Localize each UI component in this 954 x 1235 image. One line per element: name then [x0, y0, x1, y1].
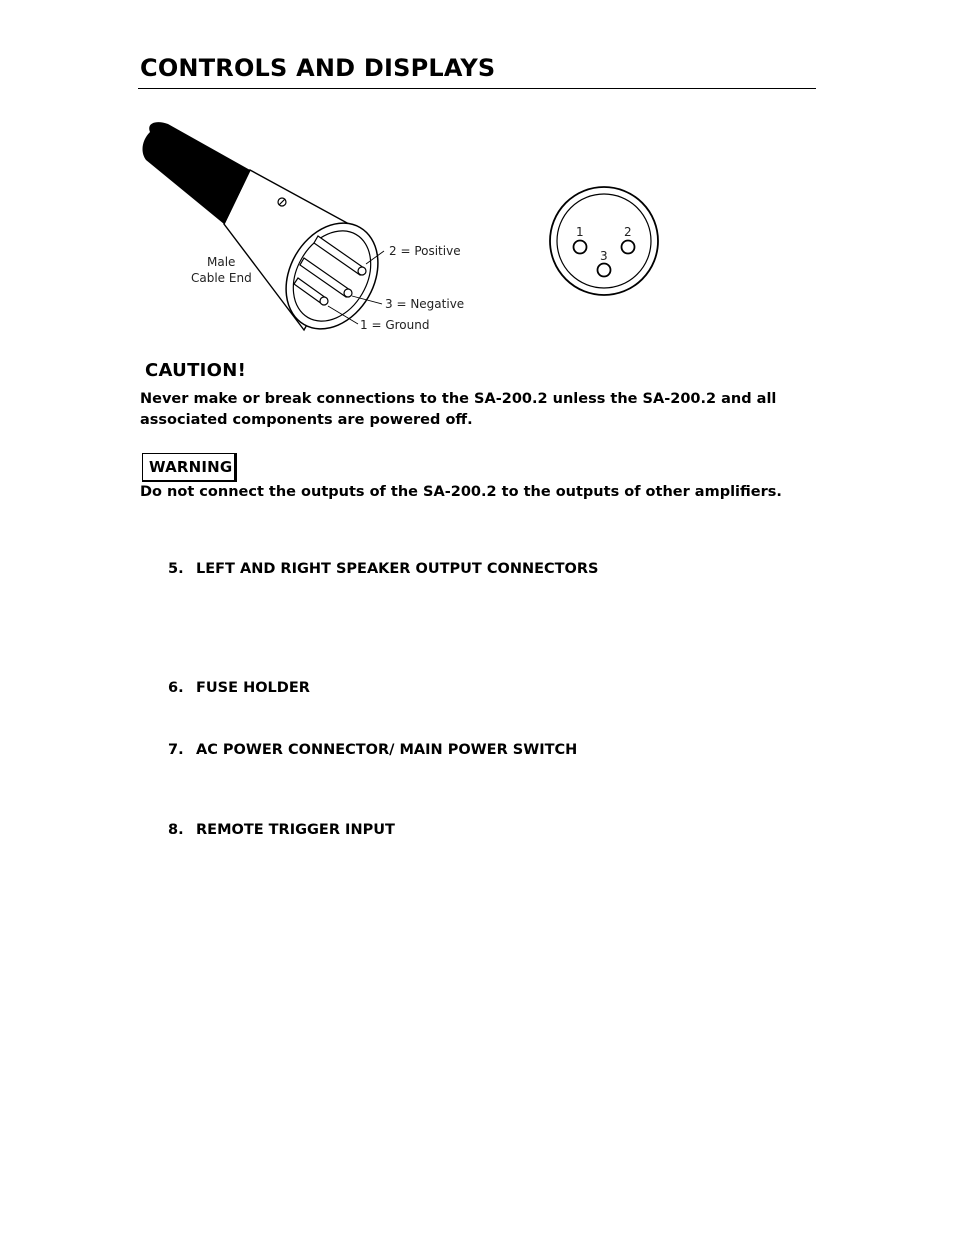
pin1-label: 1 = Ground: [360, 318, 430, 332]
page-title: CONTROLS AND DISPLAYS: [140, 54, 496, 82]
section-heading: [168, 561, 598, 577]
face-pin2-number: 2: [624, 225, 632, 239]
warning-text: Do not connect the outputs of the SA-200.2 to the outputs of other amplifiers.: [140, 484, 782, 500]
pin2-hole: [622, 241, 635, 254]
section-title: LEFT AND RIGHT SPEAKER OUTPUT CONNECTORS: [196, 561, 599, 577]
section-number: 6.: [168, 680, 184, 696]
caution-text: Never make or break connections to the SA-200.2 unless the SA-200.2 and all associated components are powered off.: [140, 391, 777, 428]
section-title: REMOTE TRIGGER INPUT: [196, 822, 395, 838]
warning-badge: [142, 453, 237, 482]
section-title: FUSE HOLDER: [196, 680, 310, 696]
cable-label-line2: Cable End: [191, 271, 252, 285]
pin1-hole: [574, 241, 587, 254]
pin3-label: 3 = Negative: [385, 297, 465, 311]
section-heading: [168, 680, 310, 696]
section-heading: [168, 822, 395, 838]
section-number: 5.: [168, 561, 184, 577]
section-number: 7.: [168, 742, 184, 758]
title-divider: [138, 88, 816, 89]
pin2-label: 2 = Positive: [389, 244, 461, 258]
xlr-face-diagram: [548, 185, 660, 297]
section-heading: [168, 742, 577, 758]
section-title: AC POWER CONNECTOR/ MAIN POWER SWITCH: [196, 742, 578, 758]
pin3-hole: [598, 264, 611, 277]
face-pin3-number: 3: [600, 249, 608, 263]
caution-heading: CAUTION!: [145, 360, 247, 381]
section-number: 8.: [168, 822, 184, 838]
warning-heading: WARNING: [149, 458, 233, 476]
xlr-male-cable-illustration: [138, 118, 478, 343]
cable-label-line1: Male: [207, 255, 236, 269]
face-pin1-number: 1: [576, 225, 584, 239]
